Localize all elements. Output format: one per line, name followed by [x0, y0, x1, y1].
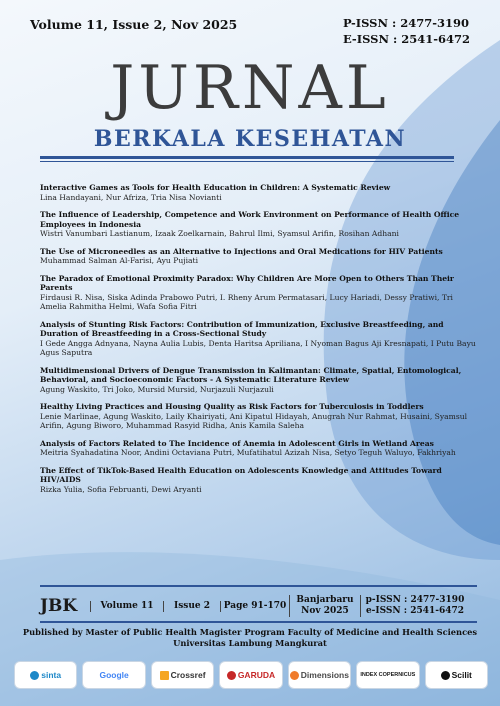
garuda-logo[interactable]: GARUDA [219, 661, 282, 689]
article-title: The Paradox of Emotional Proximity Paradox: Why Children Are More Open to Others Than Their Parents [40, 273, 454, 292]
footer-rule-top [40, 585, 477, 587]
article-authors: I Gede Angga Adnyana, Nayna Aulia Lubis, Denta Haritsa Apriliana, I Nyoman Bagus Aji Kresnapati, I Putu Bayu Agus Saputra [40, 338, 476, 357]
title-rule [40, 156, 454, 159]
article-authors: Agung Waskito, Tri Joko, Mursid Mursid, Nurjazuli Nurjazuli [40, 384, 274, 394]
article-item [40, 402, 480, 431]
article-authors: Meitria Syahadatina Noor, Andini Octaviana Putri, Mufatihatul Azizah Nisa, Setyo Teguh Waluyo, Fakhriyah [40, 448, 456, 457]
article-authors: Muhammad Salman Al-Farisi, Ayu Pujiati [40, 256, 199, 265]
crossref-logo[interactable]: Crossref [151, 661, 214, 689]
article-title: The Use of Microneedles as an Alternative to Injections and Oral Medications for HIV Patients [40, 246, 443, 256]
footer-date: Nov 2025 [301, 606, 349, 616]
sinta-logo[interactable]: sinta [14, 661, 77, 689]
article-authors: Lina Handayani, Nur Afriza, Tria Nisa Novianti [40, 192, 222, 202]
publisher-line-1: Published by Master of Public Health Magister Program Faculty of Medicine and Health Sciences [22, 627, 478, 637]
title-rule-thin [40, 161, 454, 162]
journal-subtitle: BERKALA KESEHATAN [93, 126, 407, 152]
article-title: Healthy Living Practices and Housing Quality as Risk Factors for Tuberculosis in Toddlers [40, 402, 424, 411]
article-item [40, 183, 480, 202]
issn-block [343, 15, 470, 47]
article-title: Multidimensional Drivers of Dengue Transmission in Kalimantan: Climate, Spatial, Entomological, Behavioral, and Socioeconomic Factors - A Systematic Literature Review [40, 365, 462, 384]
publisher-statement [0, 627, 500, 649]
indexing-logos [14, 661, 488, 687]
article-title: Analysis of Factors Related to The Incidence of Anemia in Adolescent Girls in Wetland Areas [40, 438, 434, 448]
footer-e-issn: e-ISSN : 2541-6472 [365, 606, 465, 616]
google-scholar-logo[interactable]: Google [82, 661, 145, 689]
article-item [40, 466, 480, 495]
article-item [40, 274, 480, 312]
article-list [40, 183, 480, 502]
footer-place-date [289, 595, 360, 617]
volume-issue: Volume 11, Issue 2, Nov 2025 [30, 17, 238, 32]
footer-issue: Issue 2 [163, 601, 220, 612]
footer-pages: Page 91-170 [220, 601, 289, 612]
article-item [40, 320, 480, 358]
e-issn: E-ISSN : 2541-6472 [342, 32, 470, 46]
article-authors: Wistri Vanumbari Lastianum, Izaak Zoelkarnain, Bahrul Ilmi, Syamsul Arifin, Rosihan Adhani [40, 229, 399, 238]
footer-rule-bottom [40, 621, 477, 623]
p-issn: P-ISSN : 2477-3190 [342, 16, 470, 30]
article-title: Interactive Games as Tools for Health Education in Children: A Systematic Review [40, 183, 391, 192]
article-item [40, 366, 480, 395]
scilit-logo[interactable]: Scilit [425, 661, 488, 689]
article-authors: Lenie Marlinae, Agung Waskito, Laily Khairiyati, Ani Kipatul Hidayah, Anugrah Nur Rahmat, Husaini, Syamsul Arifin, Agung Biworo, Muhammad Rasyid Ridha, Anis Kamila Saleha [40, 411, 468, 430]
footer-city: Banjarbaru [296, 595, 354, 605]
footer-p-issn: p-ISSN : 2477-3190 [365, 595, 465, 605]
article-title: The Influence of Leadership, Competence and Work Environment on Performance of Health Office Employees in Indonesia [40, 210, 460, 229]
publisher-line-2: Universitas Lambung Mangkurat [173, 638, 327, 648]
journal-abbreviation: JBK [40, 596, 78, 616]
footer-volume: Volume 11 [90, 601, 163, 612]
article-item [40, 247, 480, 266]
article-authors: Rizka Yulia, Sofia Februanti, Dewi Aryanti [40, 484, 202, 494]
footer-issn [360, 595, 465, 617]
dimensions-logo[interactable]: Dimensions [288, 661, 351, 689]
article-authors: Firdausi R. Nisa, Siska Adinda Prabowo Putri, I. Rheny Arum Permatasari, Lucy Hariadi, Dessy Pratiwi, Tri Amelia Rahmitha Helmi, Wafa Sofia Fitri [40, 292, 453, 311]
journal-title: JURNAL [110, 53, 390, 123]
article-title: The Effect of TikTok-Based Health Education on Adolescents Knowledge and Attitudes Toward HIV/AIDS [40, 465, 442, 484]
article-item [40, 439, 480, 458]
article-item [40, 210, 480, 239]
article-title: Analysis of Stunting Risk Factors: Contribution of Immunization, Exclusive Breastfeeding, and Duration of Breastfeeding in a Cross-Sectional Study [40, 319, 444, 338]
footer-info-bar [40, 592, 477, 620]
copernicus-logo[interactable]: INDEX COPERNICUS [356, 661, 419, 689]
